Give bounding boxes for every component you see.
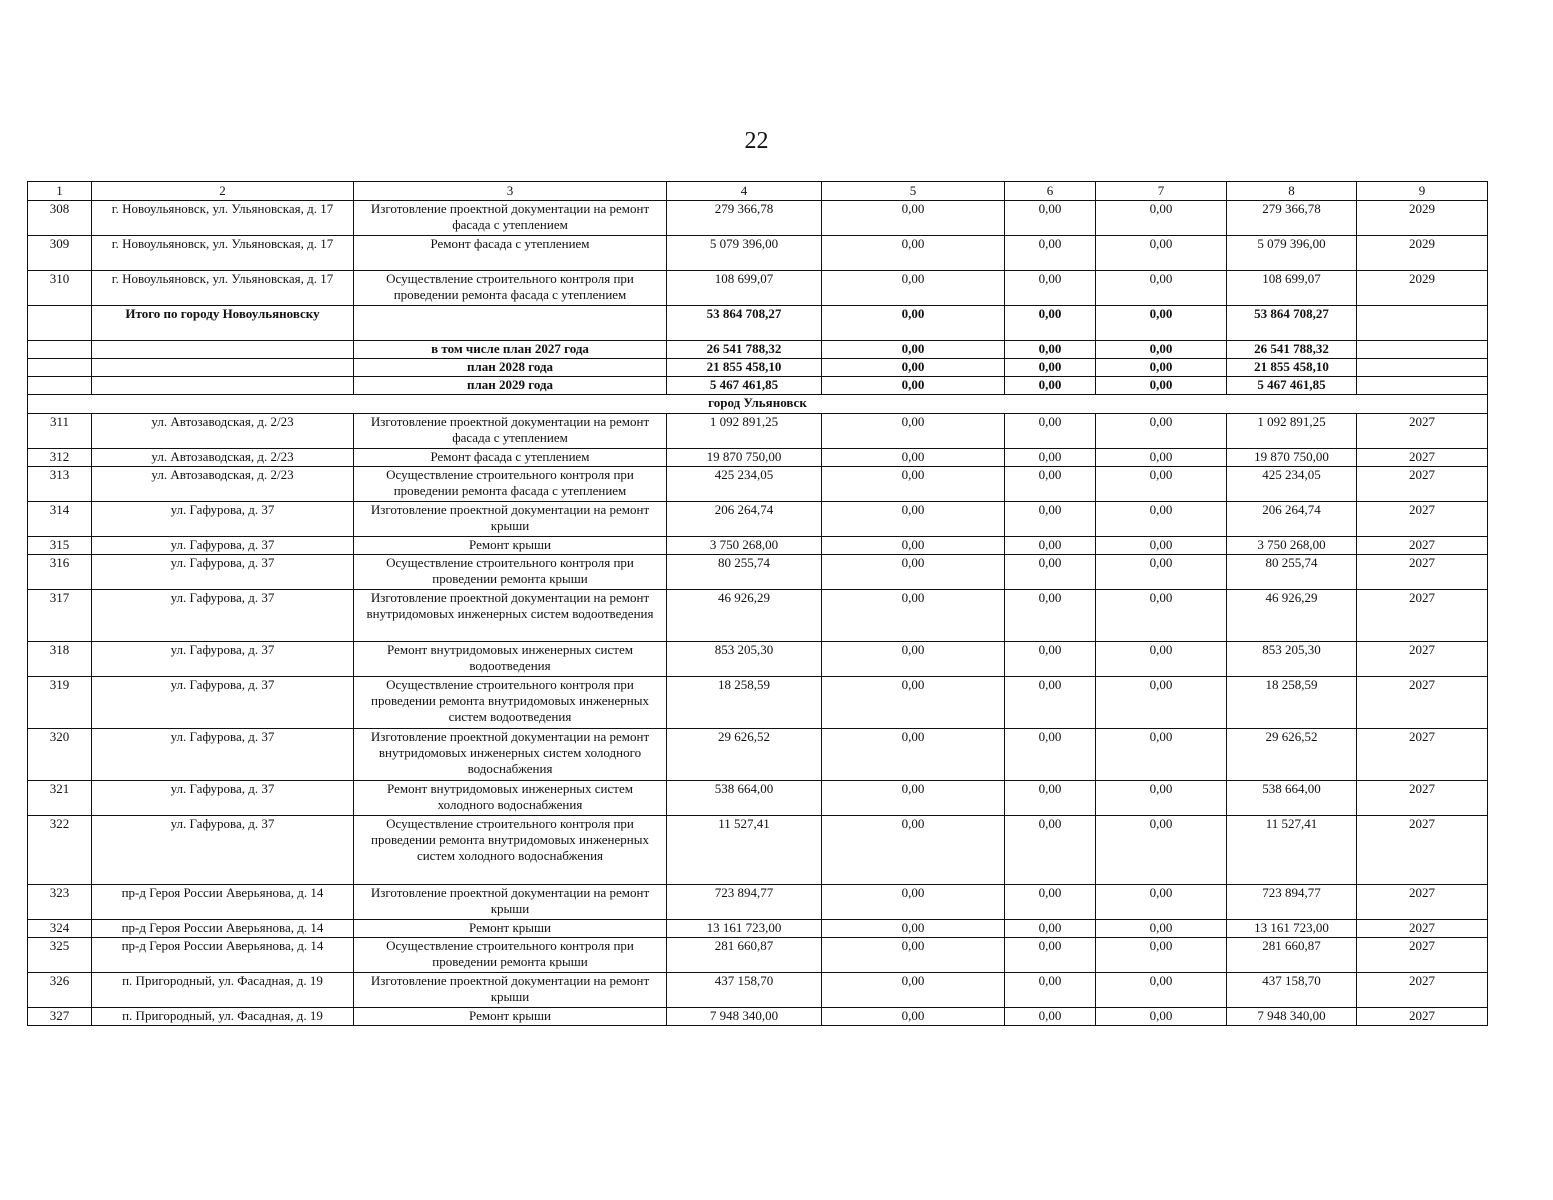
fund-cell: 0,00 [822, 201, 1005, 236]
repair-program-table [27, 181, 1488, 1026]
fund-cell: 0,00 [822, 938, 1005, 973]
address-cell: г. Новоульяновск, ул. Ульяновская, д. 17 [92, 201, 354, 236]
local-budget-cell: 0,00 [1096, 502, 1227, 537]
local-budget-cell: 0,00 [1096, 590, 1227, 642]
address-cell: п. Пригородный, ул. Фасадная, д. 19 [92, 973, 354, 1008]
work-type-cell: Ремонт крыши [354, 920, 667, 938]
owners-funds-cell: 425 234,05 [1227, 467, 1357, 502]
local-budget-cell: 0,00 [1096, 341, 1227, 359]
work-type-cell: в том числе план 2027 года [354, 341, 667, 359]
address-cell: г. Новоульяновск, ул. Ульяновская, д. 17 [92, 236, 354, 271]
address-cell: ул. Гафурова, д. 37 [92, 816, 354, 885]
address-cell: п. Пригородный, ул. Фасадная, д. 19 [92, 1008, 354, 1026]
total-cost-cell: 723 894,77 [667, 885, 822, 920]
owners-funds-cell: 1 092 891,25 [1227, 414, 1357, 449]
budget-cell: 0,00 [1005, 537, 1096, 555]
year-cell: 2027 [1357, 449, 1488, 467]
page-number: 22 [744, 128, 769, 154]
fund-cell: 0,00 [822, 377, 1005, 395]
row-number: 310 [28, 271, 92, 306]
budget-cell: 0,00 [1005, 414, 1096, 449]
total-cost-cell: 53 864 708,27 [667, 306, 822, 341]
owners-funds-cell: 3 750 268,00 [1227, 537, 1357, 555]
row-number: 313 [28, 467, 92, 502]
local-budget-cell: 0,00 [1096, 359, 1227, 377]
owners-funds-cell: 29 626,52 [1227, 729, 1357, 781]
budget-cell: 0,00 [1005, 642, 1096, 677]
row-number: 311 [28, 414, 92, 449]
year-cell [1357, 306, 1488, 341]
table-row [28, 414, 1488, 449]
row-number: 321 [28, 781, 92, 816]
row-number [28, 359, 92, 377]
table-row [28, 938, 1488, 973]
row-number [28, 306, 92, 341]
budget-cell: 0,00 [1005, 341, 1096, 359]
owners-funds-cell: 108 699,07 [1227, 271, 1357, 306]
year-cell: 2027 [1357, 938, 1488, 973]
year-cell: 2027 [1357, 781, 1488, 816]
local-budget-cell: 0,00 [1096, 677, 1227, 729]
budget-cell: 0,00 [1005, 885, 1096, 920]
table-row [28, 885, 1488, 920]
section-header-row [28, 395, 1488, 414]
fund-cell: 0,00 [822, 502, 1005, 537]
work-type-cell: Осуществление строительного контроля при проведении ремонта крыши [354, 938, 667, 973]
column-header: 4 [667, 182, 822, 201]
table-row [28, 590, 1488, 642]
column-header: 7 [1096, 182, 1227, 201]
table-row [28, 973, 1488, 1008]
work-type-cell: Ремонт внутридомовых инженерных систем холодного водоснабжения [354, 781, 667, 816]
work-type-cell: Изготовление проектной документации на ремонт внутридомовых инженерных систем холодного водоснабжения [354, 729, 667, 781]
fund-cell: 0,00 [822, 306, 1005, 341]
row-number: 324 [28, 920, 92, 938]
fund-cell: 0,00 [822, 973, 1005, 1008]
address-cell: ул. Гафурова, д. 37 [92, 555, 354, 590]
total-cost-cell: 26 541 788,32 [667, 341, 822, 359]
table-row [28, 555, 1488, 590]
budget-cell: 0,00 [1005, 729, 1096, 781]
column-header: 1 [28, 182, 92, 201]
address-cell [92, 377, 354, 395]
local-budget-cell: 0,00 [1096, 306, 1227, 341]
budget-cell: 0,00 [1005, 781, 1096, 816]
fund-cell: 0,00 [822, 920, 1005, 938]
total-cost-cell: 425 234,05 [667, 467, 822, 502]
local-budget-cell: 0,00 [1096, 729, 1227, 781]
address-cell: ул. Гафурова, д. 37 [92, 642, 354, 677]
row-number: 316 [28, 555, 92, 590]
table-row [28, 449, 1488, 467]
year-cell: 2027 [1357, 537, 1488, 555]
owners-funds-cell: 5 079 396,00 [1227, 236, 1357, 271]
local-budget-cell: 0,00 [1096, 537, 1227, 555]
table-row [28, 271, 1488, 306]
work-type-cell: Ремонт фасада с утеплением [354, 236, 667, 271]
year-cell [1357, 377, 1488, 395]
year-cell: 2027 [1357, 467, 1488, 502]
row-number: 322 [28, 816, 92, 885]
row-number: 326 [28, 973, 92, 1008]
local-budget-cell: 0,00 [1096, 377, 1227, 395]
owners-funds-cell: 279 366,78 [1227, 201, 1357, 236]
year-cell: 2029 [1357, 236, 1488, 271]
owners-funds-cell: 21 855 458,10 [1227, 359, 1357, 377]
work-type-cell: Изготовление проектной документации на ремонт фасада с утеплением [354, 414, 667, 449]
fund-cell: 0,00 [822, 816, 1005, 885]
total-cost-cell: 538 664,00 [667, 781, 822, 816]
owners-funds-cell: 206 264,74 [1227, 502, 1357, 537]
row-number: 318 [28, 642, 92, 677]
year-cell: 2027 [1357, 729, 1488, 781]
column-header: 6 [1005, 182, 1096, 201]
row-number: 323 [28, 885, 92, 920]
local-budget-cell: 0,00 [1096, 816, 1227, 885]
total-cost-cell: 11 527,41 [667, 816, 822, 885]
total-cost-cell: 437 158,70 [667, 973, 822, 1008]
row-number: 312 [28, 449, 92, 467]
plan-row [28, 377, 1488, 395]
fund-cell: 0,00 [822, 555, 1005, 590]
total-cost-cell: 29 626,52 [667, 729, 822, 781]
address-cell: ул. Гафурова, д. 37 [92, 729, 354, 781]
local-budget-cell: 0,00 [1096, 271, 1227, 306]
column-header: 9 [1357, 182, 1488, 201]
plan-row [28, 359, 1488, 377]
table-row [28, 467, 1488, 502]
total-cost-cell: 18 258,59 [667, 677, 822, 729]
total-cost-cell: 108 699,07 [667, 271, 822, 306]
owners-funds-cell: 281 660,87 [1227, 938, 1357, 973]
work-type-cell: Осуществление строительного контроля при проведении ремонта фасада с утеплением [354, 467, 667, 502]
year-cell [1357, 359, 1488, 377]
total-cost-cell: 19 870 750,00 [667, 449, 822, 467]
work-type-cell: Осуществление строительного контроля при проведении ремонта фасада с утеплением [354, 271, 667, 306]
address-cell: пр-д Героя России Аверьянова, д. 14 [92, 920, 354, 938]
owners-funds-cell: 7 948 340,00 [1227, 1008, 1357, 1026]
address-cell: ул. Гафурова, д. 37 [92, 781, 354, 816]
budget-cell: 0,00 [1005, 555, 1096, 590]
budget-cell: 0,00 [1005, 236, 1096, 271]
work-type-cell: Изготовление проектной документации на ремонт крыши [354, 502, 667, 537]
fund-cell: 0,00 [822, 271, 1005, 306]
total-cost-cell: 5 079 396,00 [667, 236, 822, 271]
row-number: 309 [28, 236, 92, 271]
row-number: 327 [28, 1008, 92, 1026]
local-budget-cell: 0,00 [1096, 973, 1227, 1008]
column-header: 3 [354, 182, 667, 201]
budget-cell: 0,00 [1005, 467, 1096, 502]
owners-funds-cell: 26 541 788,32 [1227, 341, 1357, 359]
row-number: 315 [28, 537, 92, 555]
table-row [28, 236, 1488, 271]
work-type-cell: Осуществление строительного контроля при проведении ремонта внутридомовых инженерных систем водоотведения [354, 677, 667, 729]
row-number: 317 [28, 590, 92, 642]
address-cell: ул. Автозаводская, д. 2/23 [92, 449, 354, 467]
owners-funds-cell: 11 527,41 [1227, 816, 1357, 885]
budget-cell: 0,00 [1005, 271, 1096, 306]
work-type-cell: Ремонт крыши [354, 537, 667, 555]
fund-cell: 0,00 [822, 729, 1005, 781]
address-cell: ул. Гафурова, д. 37 [92, 502, 354, 537]
fund-cell: 0,00 [822, 885, 1005, 920]
table-row [28, 201, 1488, 236]
budget-cell: 0,00 [1005, 359, 1096, 377]
year-cell: 2027 [1357, 414, 1488, 449]
budget-cell: 0,00 [1005, 377, 1096, 395]
table-row [28, 537, 1488, 555]
fund-cell: 0,00 [822, 467, 1005, 502]
address-cell: г. Новоульяновск, ул. Ульяновская, д. 17 [92, 271, 354, 306]
owners-funds-cell: 53 864 708,27 [1227, 306, 1357, 341]
fund-cell: 0,00 [822, 590, 1005, 642]
table-row [28, 642, 1488, 677]
address-cell: ул. Автозаводская, д. 2/23 [92, 414, 354, 449]
total-cost-cell: 3 750 268,00 [667, 537, 822, 555]
owners-funds-cell: 46 926,29 [1227, 590, 1357, 642]
local-budget-cell: 0,00 [1096, 938, 1227, 973]
budget-cell: 0,00 [1005, 938, 1096, 973]
year-cell: 2027 [1357, 677, 1488, 729]
year-cell: 2027 [1357, 920, 1488, 938]
work-type-cell: Изготовление проектной документации на ремонт фасада с утеплением [354, 201, 667, 236]
fund-cell: 0,00 [822, 236, 1005, 271]
owners-funds-cell: 538 664,00 [1227, 781, 1357, 816]
local-budget-cell: 0,00 [1096, 449, 1227, 467]
year-cell [1357, 341, 1488, 359]
address-cell [92, 341, 354, 359]
budget-cell: 0,00 [1005, 449, 1096, 467]
owners-funds-cell: 853 205,30 [1227, 642, 1357, 677]
year-cell: 2029 [1357, 271, 1488, 306]
table-row [28, 502, 1488, 537]
year-cell: 2029 [1357, 201, 1488, 236]
table-row [28, 677, 1488, 729]
fund-cell: 0,00 [822, 359, 1005, 377]
local-budget-cell: 0,00 [1096, 781, 1227, 816]
fund-cell: 0,00 [822, 677, 1005, 729]
total-row [28, 306, 1488, 341]
table-row [28, 1008, 1488, 1026]
row-number: 308 [28, 201, 92, 236]
fund-cell: 0,00 [822, 642, 1005, 677]
budget-cell: 0,00 [1005, 306, 1096, 341]
plan-row [28, 341, 1488, 359]
column-header: 5 [822, 182, 1005, 201]
address-cell: ул. Гафурова, д. 37 [92, 537, 354, 555]
total-cost-cell: 279 366,78 [667, 201, 822, 236]
year-cell: 2027 [1357, 973, 1488, 1008]
row-number: 325 [28, 938, 92, 973]
column-number-header-row [28, 182, 1488, 201]
total-cost-cell: 80 255,74 [667, 555, 822, 590]
row-number: 320 [28, 729, 92, 781]
address-cell: пр-д Героя России Аверьянова, д. 14 [92, 938, 354, 973]
fund-cell: 0,00 [822, 449, 1005, 467]
work-type-cell: Ремонт крыши [354, 1008, 667, 1026]
total-cost-cell: 13 161 723,00 [667, 920, 822, 938]
work-type-cell: Осуществление строительного контроля при проведении ремонта крыши [354, 555, 667, 590]
budget-cell: 0,00 [1005, 1008, 1096, 1026]
year-cell: 2027 [1357, 502, 1488, 537]
budget-cell: 0,00 [1005, 502, 1096, 537]
total-cost-cell: 21 855 458,10 [667, 359, 822, 377]
budget-cell: 0,00 [1005, 816, 1096, 885]
work-type-cell: Осуществление строительного контроля при проведении ремонта внутридомовых инженерных систем холодного водоснабжения [354, 816, 667, 885]
row-number [28, 377, 92, 395]
table-row [28, 781, 1488, 816]
local-budget-cell: 0,00 [1096, 642, 1227, 677]
year-cell: 2027 [1357, 590, 1488, 642]
owners-funds-cell: 5 467 461,85 [1227, 377, 1357, 395]
fund-cell: 0,00 [822, 1008, 1005, 1026]
local-budget-cell: 0,00 [1096, 885, 1227, 920]
row-number [28, 341, 92, 359]
work-type-cell: план 2028 года [354, 359, 667, 377]
address-cell: ул. Гафурова, д. 37 [92, 590, 354, 642]
total-cost-cell: 7 948 340,00 [667, 1008, 822, 1026]
row-number: 319 [28, 677, 92, 729]
fund-cell: 0,00 [822, 537, 1005, 555]
total-cost-cell: 46 926,29 [667, 590, 822, 642]
work-type-cell: Изготовление проектной документации на ремонт крыши [354, 973, 667, 1008]
column-header: 2 [92, 182, 354, 201]
fund-cell: 0,00 [822, 414, 1005, 449]
owners-funds-cell: 80 255,74 [1227, 555, 1357, 590]
budget-cell: 0,00 [1005, 677, 1096, 729]
work-type-cell: Ремонт фасада с утеплением [354, 449, 667, 467]
table-row [28, 729, 1488, 781]
year-cell: 2027 [1357, 642, 1488, 677]
local-budget-cell: 0,00 [1096, 1008, 1227, 1026]
work-type-cell: план 2029 года [354, 377, 667, 395]
work-type-cell: Изготовление проектной документации на ремонт внутридомовых инженерных систем водоотведения [354, 590, 667, 642]
address-cell: ул. Гафурова, д. 37 [92, 677, 354, 729]
total-cost-cell: 853 205,30 [667, 642, 822, 677]
table-row [28, 816, 1488, 885]
fund-cell: 0,00 [822, 341, 1005, 359]
local-budget-cell: 0,00 [1096, 555, 1227, 590]
address-cell: ул. Автозаводская, д. 2/23 [92, 467, 354, 502]
owners-funds-cell: 19 870 750,00 [1227, 449, 1357, 467]
owners-funds-cell: 723 894,77 [1227, 885, 1357, 920]
owners-funds-cell: 13 161 723,00 [1227, 920, 1357, 938]
year-cell: 2027 [1357, 816, 1488, 885]
year-cell: 2027 [1357, 1008, 1488, 1026]
budget-cell: 0,00 [1005, 920, 1096, 938]
owners-funds-cell: 437 158,70 [1227, 973, 1357, 1008]
local-budget-cell: 0,00 [1096, 920, 1227, 938]
row-number: 314 [28, 502, 92, 537]
local-budget-cell: 0,00 [1096, 414, 1227, 449]
address-cell: Итого по городу Новоульяновску [92, 306, 354, 341]
year-cell: 2027 [1357, 555, 1488, 590]
year-cell: 2027 [1357, 885, 1488, 920]
owners-funds-cell: 18 258,59 [1227, 677, 1357, 729]
total-cost-cell: 281 660,87 [667, 938, 822, 973]
budget-cell: 0,00 [1005, 201, 1096, 236]
local-budget-cell: 0,00 [1096, 236, 1227, 271]
total-cost-cell: 1 092 891,25 [667, 414, 822, 449]
work-type-cell [354, 306, 667, 341]
fund-cell: 0,00 [822, 781, 1005, 816]
address-cell: пр-д Героя России Аверьянова, д. 14 [92, 885, 354, 920]
table-row [28, 920, 1488, 938]
local-budget-cell: 0,00 [1096, 201, 1227, 236]
budget-cell: 0,00 [1005, 590, 1096, 642]
work-type-cell: Ремонт внутридомовых инженерных систем водоотведения [354, 642, 667, 677]
column-header: 8 [1227, 182, 1357, 201]
address-cell [92, 359, 354, 377]
total-cost-cell: 5 467 461,85 [667, 377, 822, 395]
local-budget-cell: 0,00 [1096, 467, 1227, 502]
work-type-cell: Изготовление проектной документации на ремонт крыши [354, 885, 667, 920]
budget-cell: 0,00 [1005, 973, 1096, 1008]
section-title: город Ульяновск [28, 395, 1488, 414]
total-cost-cell: 206 264,74 [667, 502, 822, 537]
